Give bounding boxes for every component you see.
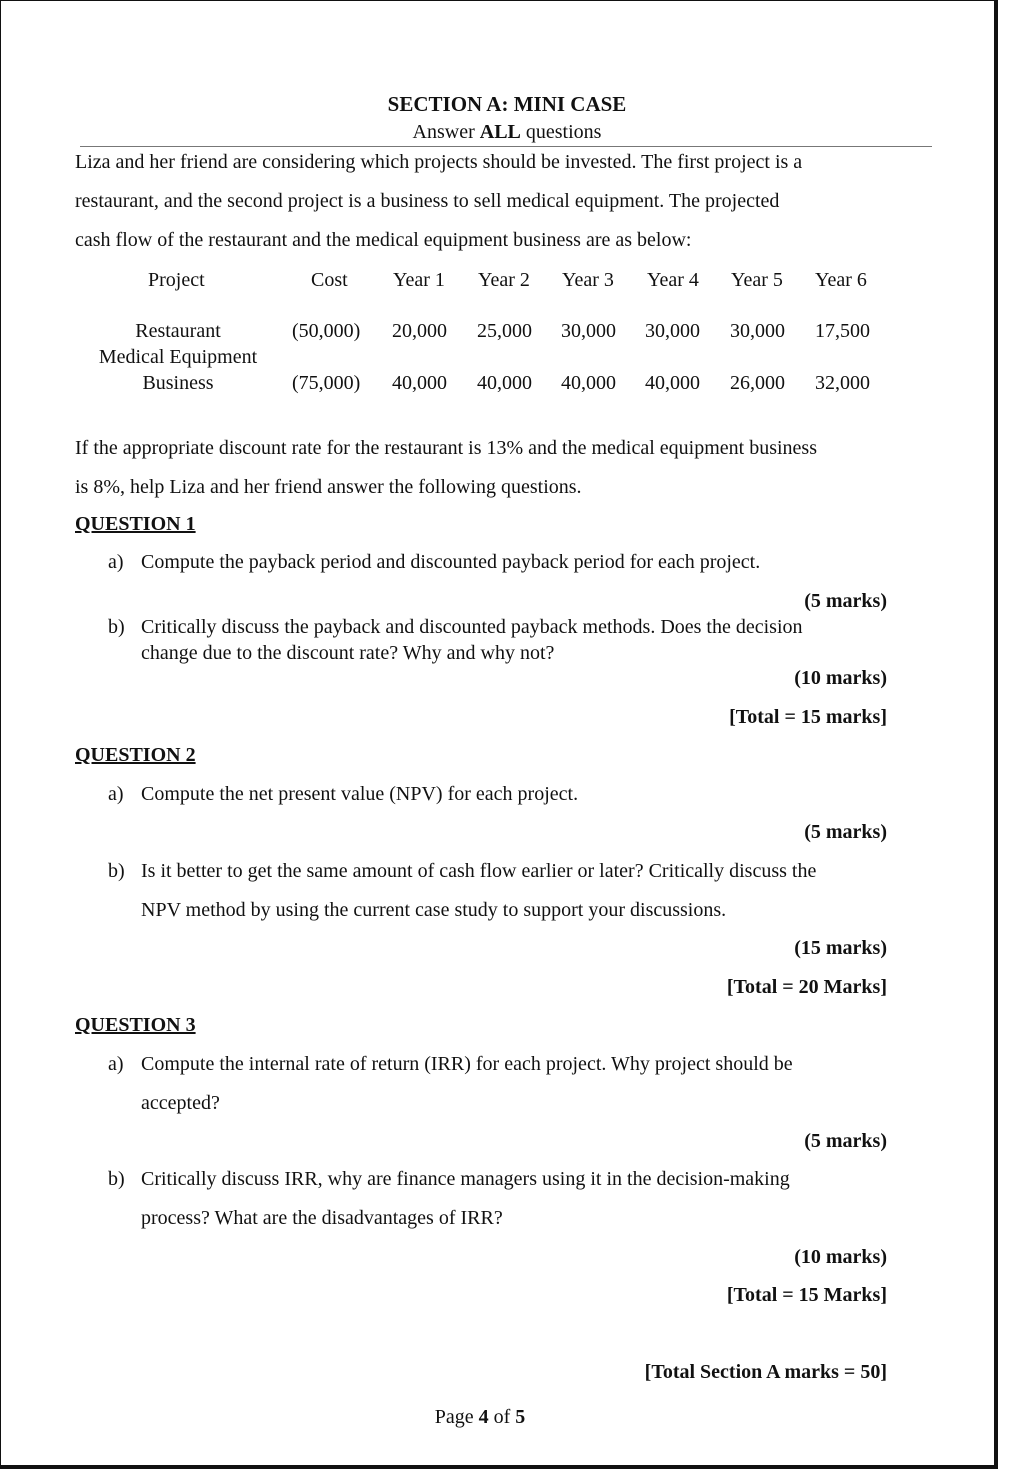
question-1-heading: QUESTION 1	[75, 513, 196, 535]
item-text: process? What are the disadvantages of IRR?	[141, 1207, 503, 1229]
intro-line: cash flow of the restaurant and the medical equipment business are as below:	[75, 229, 692, 251]
question-2a-marks: (5 marks)	[804, 821, 887, 843]
item-text: Compute the net present value (NPV) for each project.	[141, 783, 579, 805]
table-row-name: Medical Equipment	[98, 346, 258, 368]
item-text: Compute the internal rate of return (IRR) for each project. Why project should be	[141, 1053, 793, 1075]
table-cell: 26,000	[730, 372, 785, 394]
table-cell: 25,000	[477, 320, 532, 342]
table-cell: 40,000	[645, 372, 700, 394]
table-cell: 40,000	[392, 372, 447, 394]
item-label: b)	[108, 1168, 125, 1190]
table-cell: (75,000)	[292, 372, 361, 394]
item-text: Critically discuss IRR, why are finance managers using it in the decision-making	[141, 1168, 790, 1190]
question-2b-marks: (15 marks)	[794, 937, 887, 959]
question-3a-marks: (5 marks)	[804, 1130, 887, 1152]
table-cell: 40,000	[561, 372, 616, 394]
table-cell: 17,500	[815, 320, 870, 342]
table-cell: 30,000	[561, 320, 616, 342]
question-2-total: [Total = 20 Marks]	[726, 976, 887, 998]
page-footer	[0, 1406, 960, 1429]
table-cell: 32,000	[815, 372, 870, 394]
item-label: b)	[108, 860, 125, 882]
question-3b-marks: (10 marks)	[794, 1246, 887, 1268]
table-header-year4: Year 4	[647, 269, 699, 291]
subtitle-prefix: Answer	[412, 121, 480, 143]
item-label: a)	[108, 551, 124, 573]
item-text: NPV method by using the current case study to support your discussions.	[141, 899, 727, 921]
discount-line: is 8%, help Liza and her friend answer the following questions.	[75, 476, 582, 498]
discount-line: If the appropriate discount rate for the restaurant is 13% and the medical equipment business	[75, 437, 817, 459]
table-header-year6: Year 6	[815, 269, 867, 291]
page-word: Page	[434, 1406, 479, 1428]
of-word: of	[488, 1406, 516, 1428]
table-row-name: Restaurant	[135, 320, 221, 342]
subtitle-suffix: questions	[520, 121, 602, 143]
page-total: 5	[515, 1406, 526, 1428]
item-label: b)	[108, 616, 125, 638]
table-header-project: Project	[148, 269, 205, 291]
question-1b-marks: (10 marks)	[794, 667, 887, 689]
subtitle-bold: ALL	[479, 121, 521, 143]
page-number: 4	[478, 1406, 489, 1428]
intro-paragraph	[75, 143, 887, 260]
item-text: change due to the discount rate? Why and why not?	[141, 642, 555, 664]
item-label: a)	[108, 1053, 124, 1075]
table-cell: 40,000	[477, 372, 532, 394]
question-3-heading: QUESTION 3	[75, 1014, 196, 1036]
section-total: [Total Section A marks = 50]	[644, 1361, 887, 1383]
table-header-year3: Year 3	[562, 269, 614, 291]
item-text: Critically discuss the payback and discounted payback methods. Does the decision	[141, 616, 803, 638]
intro-line: restaurant, and the second project is a business to sell medical equipment. The projected	[75, 190, 780, 212]
table-cell: 20,000	[392, 320, 447, 342]
table-header-cost: Cost	[311, 269, 348, 291]
table-cell: 30,000	[730, 320, 785, 342]
intro-line: Liza and her friend are considering which projects should be invested. The first project is a	[75, 151, 803, 173]
table-header-year1: Year 1	[393, 269, 445, 291]
discount-paragraph	[75, 429, 887, 507]
question-1a-marks: (5 marks)	[804, 590, 887, 612]
question-2-heading: QUESTION 2	[75, 744, 196, 766]
table-cell: (50,000)	[292, 320, 361, 342]
table-cell: 30,000	[645, 320, 700, 342]
table-header-year5: Year 5	[731, 269, 783, 291]
section-title: SECTION A: MINI CASE	[387, 92, 627, 116]
table-row-name-cont: Business	[142, 372, 214, 394]
item-text: accepted?	[141, 1092, 220, 1114]
question-1-total: [Total = 15 marks]	[729, 706, 887, 728]
section-subtitle	[0, 121, 1009, 144]
table-header-year2: Year 2	[478, 269, 530, 291]
item-text: Compute the payback period and discounted payback period for each project.	[141, 551, 761, 573]
item-label: a)	[108, 783, 124, 805]
item-text: Is it better to get the same amount of cash flow earlier or later? Critically discuss the	[141, 860, 817, 882]
question-3-total: [Total = 15 Marks]	[726, 1284, 887, 1306]
